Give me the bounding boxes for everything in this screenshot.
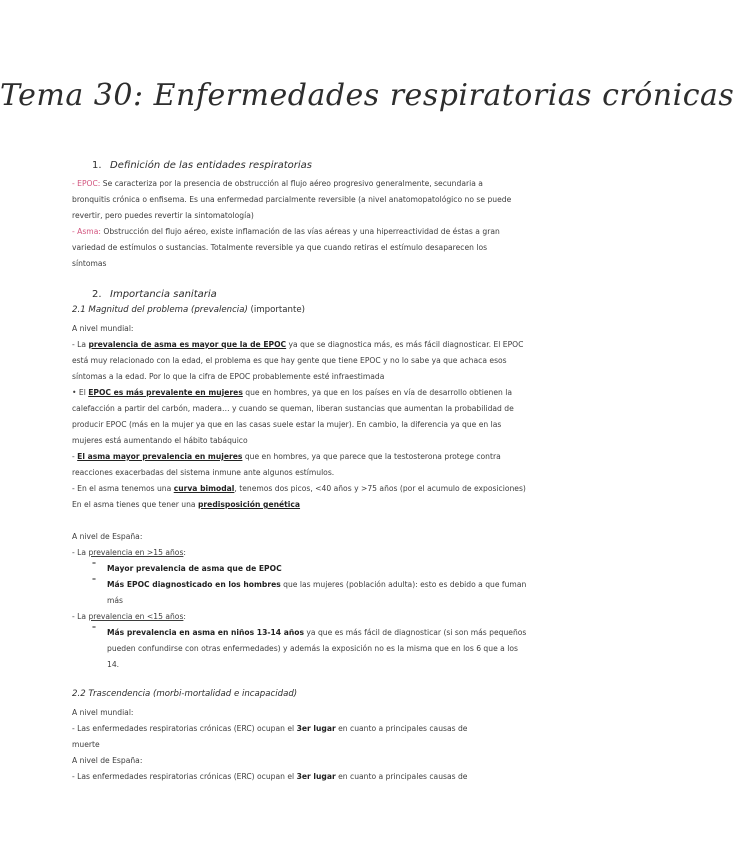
espana-prevalence-over-15: - La prevalencia en >15 años: [72, 548, 186, 557]
trascendencia-mundial-label: A nivel mundial: [72, 708, 134, 717]
bullet-dash: – [92, 558, 96, 567]
trascendencia-espana-line-1: - Las enfermedades respiratorias crónicas (ERC) ocupan el 3er lugar en cuanto a principales causas de [72, 772, 468, 781]
prevalence-para-2-line-1: • El EPOC es más prevalente en mujeres que en hombres, ya que en los países en vía de desarrollo obtienen la [72, 388, 512, 397]
section-1-heading [92, 160, 312, 171]
prevalence-para-4: - En el asma tenemos una curva bimodal, tenemos dos picos, <40 años y >75 años (por el acumulo de exposiciones) [72, 484, 526, 493]
section-1-number: 1. [92, 160, 102, 171]
subsection-2-2-heading: 2.2 Trascendencia (morbi-mortalidad e incapacidad) [72, 689, 298, 699]
under-15-item-1-line-2: pueden confundirse con otras enfermedades) y además la exposición no es la misma que en los 6 que a los [107, 644, 518, 653]
over-15-item-2-line-1: Más EPOC diagnosticado en los hombres que las mujeres (población adulta): esto es debido a que fuman [107, 580, 527, 589]
under-15-item-1-line-1: Más prevalencia en asma en niños 13-14 años ya que es más fácil de diagnosticar (si son más pequeños [107, 628, 527, 637]
page-title: Tema 30: Enfermedades respiratorias crónicas [0, 78, 734, 113]
prevalence-para-2-line-4: mujeres está aumentando el hábito tabáquico [72, 436, 248, 445]
trascendencia-mundial-line-2: muerte [72, 740, 100, 749]
espana-prevalence-under-15: - La prevalencia en <15 años: [72, 612, 186, 621]
over-15-item-1: Mayor prevalencia de asma que de EPOC [107, 564, 282, 573]
section-2-title: Importancia sanitaria [110, 289, 217, 300]
over-15-item-2-line-2: más [107, 596, 124, 605]
epoc-definition-line-1: - EPOC: Se caracteriza por la presencia de obstrucción al flujo aéreo progresivo generalmente, secundaria a [72, 179, 483, 188]
mundial-label: A nivel mundial: [72, 324, 134, 333]
prevalence-para-3-line-1: - El asma mayor prevalencia en mujeres que en hombres, ya que parece que la testosterona protege contra [72, 452, 501, 461]
espana-label: A nivel de España: [72, 532, 143, 541]
asma-definition-line-3: síntomas [72, 259, 107, 268]
prevalence-para-3-line-2: reacciones exacerbadas del sistema inmune ante algunos estímulos. [72, 468, 335, 477]
section-2-number: 2. [92, 289, 102, 300]
bullet-dash: – [92, 622, 96, 631]
prevalence-para-1-line-3: síntomas a la edad. Por lo que la cifra de EPOC probablemente esté infraestimada [72, 372, 385, 381]
asma-definition-line-2: variedad de estímulos o sustancias. Totalmente reversible ya que cuando retiras el estímulo desaparecen los [72, 243, 488, 252]
epoc-definition-line-2: bronquitis crónica o enfisema. Es una enfermedad parcialmente reversible (a nivel anatomopatológico no se puede [72, 195, 512, 204]
prevalence-para-2-line-2: calefacción a partir del carbón, madera… y cuando se queman, liberan sustancias que aumentan la probabilidad de [72, 404, 514, 413]
under-15-item-1-line-3: 14. [107, 660, 120, 669]
trascendencia-espana-label: A nivel de España: [72, 756, 143, 765]
prevalence-para-1-line-2: está muy relacionado con la edad, el problema es que hay gente que tiene EPOC y no lo sabe ya que achaca esos [72, 356, 507, 365]
asma-definition-line-1: - Asma: Obstrucción del flujo aéreo, existe inflamación de las vías aéreas y una hiperreactividad de éstas a gran [72, 227, 500, 236]
prevalence-para-2-line-3: producir EPOC (más en la mujer ya que en las casas suele estar la mujer). En cambio, la diferencia ya que en las [72, 420, 502, 429]
section-2-heading [92, 289, 217, 300]
bullet-dash: – [92, 574, 96, 583]
prevalence-para-5: En el asma tienes que tener una predisposición genética [72, 500, 301, 509]
epoc-definition-line-3: revertir, pero puedes revertir la sintomatología) [72, 211, 254, 220]
prevalence-para-1-line-1: - La prevalencia de asma es mayor que la de EPOC ya que se diagnostica más, es más fácil diagnosticar. El EPOC [72, 340, 524, 349]
trascendencia-mundial-line-1: - Las enfermedades respiratorias crónicas (ERC) ocupan el 3er lugar en cuanto a principales causas de [72, 724, 468, 733]
subsection-2-1-heading: 2.1 Magnitud del problema (prevalencia) (importante) [72, 305, 305, 315]
section-1-title: Definición de las entidades respiratorias [110, 160, 312, 171]
